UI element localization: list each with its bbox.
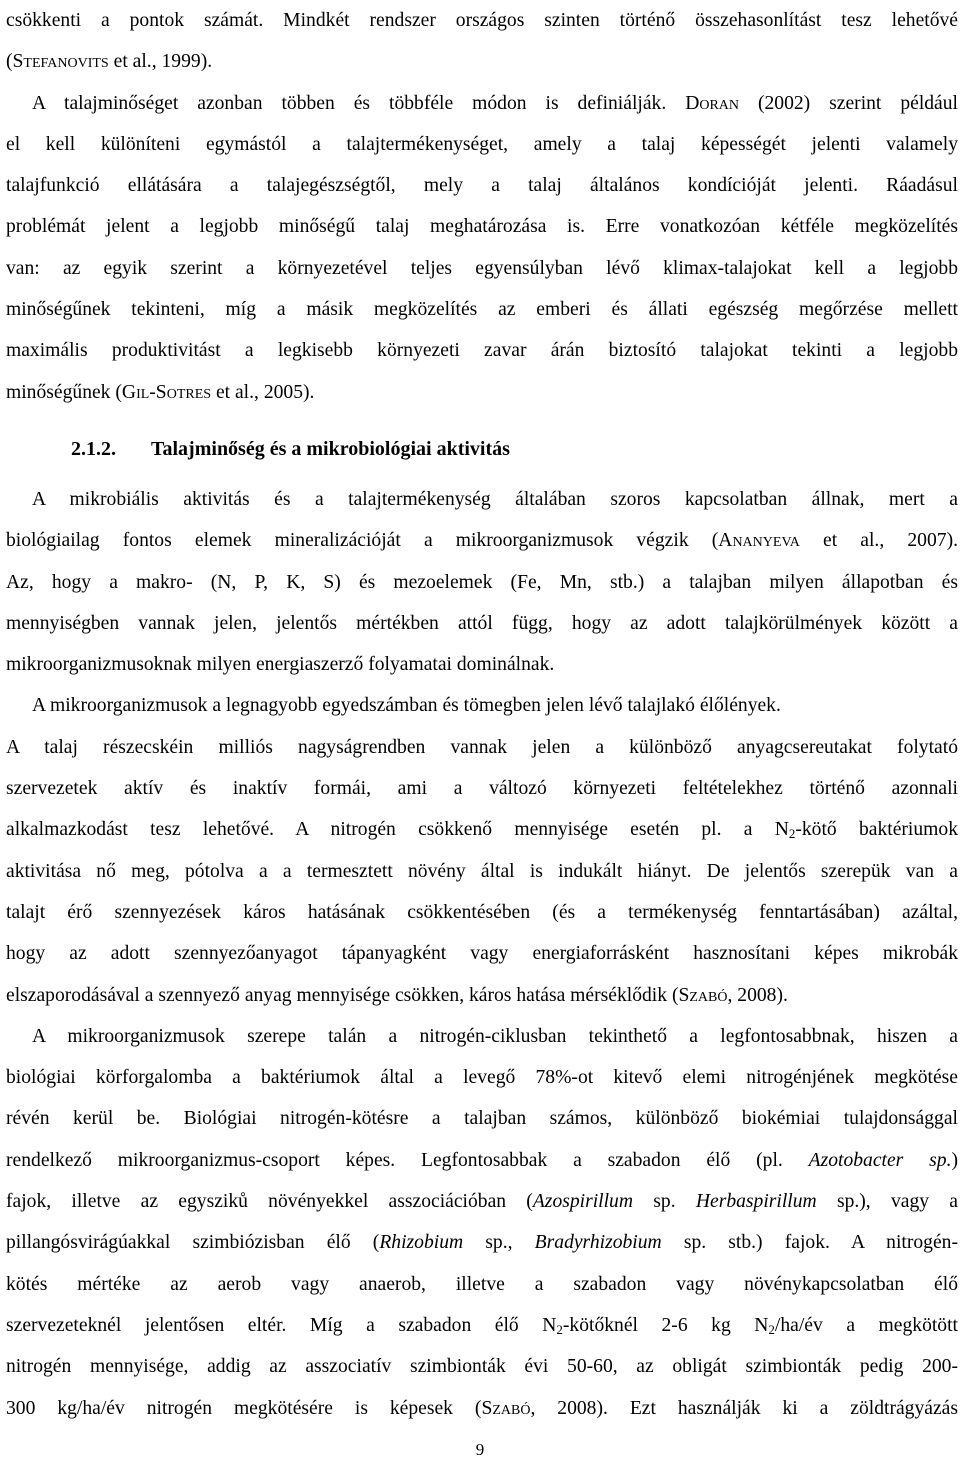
text-line: A mikroorganizmusok szerepe talán a nitrogén-ciklusban tekinthető a legfontosabbnak, hiszen a (32, 1025, 958, 1047)
text-line: talajfunkció ellátására a talajegészségtől, mely a talaj általános kondícióját jelenti. Ráadásul (6, 175, 958, 197)
page-number: 9 (475, 1440, 485, 1459)
text-line: el kell különíteni egymástól a talajtermékenységet, amely a talaj képességét jelenti valamely (6, 133, 958, 155)
text-line: biológiailag fontos elemek mineralizációját a mikroorganizmusok végzik (Ananyeva et al., 2007). (6, 530, 958, 552)
text-line: kötés mértéke az aerob vagy anaerob, illetve a szabadon vagy növénykapcsolatban élő (6, 1273, 958, 1295)
text-line: fajok, illetve az egysziků növényekkel asszociációban (Azospirillum sp. Herbaspirillum sp.), vagy a (6, 1191, 958, 1213)
species-name: Azospirillum (532, 1191, 634, 1213)
author-name: Szabó (678, 984, 728, 1006)
text-line: mennyiségben vannak jelen, jelentős mértékben attól függ, hogy az adott talajkörülmények között a (6, 612, 958, 634)
text-line: pillangósvirágúakkal szimbiózisban élő (Rhizobium sp., Bradyrhizobium sp. stb.) fajok. A nitrogén- (6, 1232, 958, 1254)
text-line: elszaporodásával a szennyező anyag mennyisége csökken, káros hatása mérséklődik (Szabó, 2008). (6, 984, 788, 1006)
text-line: talajt érő szennyezések káros hatásának csökkentésében (és a termékenység fenntartásában) azáltal, (6, 901, 958, 923)
text-line: A talajminőséget azonban többen és többféle módon is definiálják. Doran (2002) szerint például (32, 92, 958, 114)
text-line: alkalmazkodást tesz lehetővé. A nitrogén csökkenő mennyisége esetén pl. a $N_2$-kötő baktériumok (6, 819, 958, 842)
text-line: aktivitása nő meg, pótolva a a termesztett növény által is indukált hiányt. De jelentős szerepük van a (6, 860, 958, 882)
text-line: biológiai körforgalomba a baktériumok által a levegő 78%-ot kitevő elemi nitrogénjének megkötése (6, 1067, 958, 1089)
text-line: van: az egyik szerint a környezetével teljes egyensúlyban lévő klimax-talajokat kell a legjobb (6, 257, 958, 279)
text-line: maximális produktivitást a legkisebb környezeti zavar árán biztosító talajokat tekinti a legjobb (6, 340, 958, 362)
text-line: csökkenti a pontok számát. Mindkét rendszer országos szinten történő összehasonlítást tesz lehetővé (6, 10, 958, 31)
text-line: minőségűnek (Gil-Sotres et al., 2005). (6, 381, 315, 403)
species-name: Rhizobium (379, 1232, 464, 1254)
text-line: Az, hogy a makro- (N, P, K, S) és mezoelemek (Fe, Mn, stb.) a talajban milyen állapotban és (6, 571, 958, 593)
author-name: Stefanovits (12, 51, 109, 73)
text-line: szervezeteknél jelentősen eltér. Míg a szabadon élő $N_2$-kötőknél 2-6 kg $N_2/ha/év$ a megkötött (6, 1314, 958, 1337)
species-name: Herbaspirillum (695, 1191, 817, 1213)
text-line: révén kerül be. Biológiai nitrogén-kötésre a talajban számos, különböző biokémiai tulajdonsággal (6, 1108, 958, 1130)
author-name: Gil-Sotres (121, 381, 212, 403)
author-name: Szabó (481, 1397, 531, 1419)
author-name: Ananyeva (718, 530, 800, 552)
text-line: mikroorganizmusoknak milyen energiaszerző folyamatai dominálnak. (6, 654, 555, 676)
text-line: A mikrobiális aktivitás és a talajtermékenység általában szoros kapcsolatban állnak, mert a (32, 488, 958, 510)
text-line: nitrogén mennyisége, addig az asszociatív szimbionták évi 50-60, az obligát szimbionták pedig 200- (6, 1356, 958, 1378)
species-name: Bradyrhizobium (534, 1232, 662, 1254)
text-line: minőségűnek tekinteni, míg a másik megközelítés az emberi és állati egészség megőrzése mellett (6, 299, 958, 321)
author-name: Doran (685, 92, 740, 114)
species-name: Azotobacter sp. (808, 1149, 952, 1171)
section-heading (6, 419, 958, 479)
text-line: A mikroorganizmusok a legnagyobb egyedszámban és tömegben jelen lévő talajlakó élőlények. (32, 695, 781, 717)
section-number: 2.1.2. (71, 437, 116, 460)
section-title: Talajminőség és a mikrobiológiai aktivitás (151, 437, 510, 460)
text-line: rendelkező mikroorganizmus-csoport képes. Legfontosabbak a szabadon élő (pl. Azotobacter sp.) (6, 1149, 958, 1171)
text-line: A talaj részecskéin milliós nagyságrendben vannak jelen a különböző anyagcsereutakat folytató (6, 736, 958, 758)
text-line: problémát jelent a legjobb minőségű talaj meghatározása is. Erre vonatkozóan kétféle megközelítés (6, 216, 958, 238)
text-line: hogy az adott szennyezőanyagot tápanyagként vagy energiaforrásként hasznosítani képes mikrobák (6, 943, 958, 965)
document-page (6, 0, 958, 1429)
text-line: szervezetek aktív és inaktív formái, ami a változó környezeti feltételekhez történő azonnali (6, 778, 958, 800)
text-line: (Stefanovits et al., 1999). (6, 51, 213, 73)
text-line: 300 kg/ha/év nitrogén megkötésére is képesek (Szabó, 2008). Ezt használják ki a zöldtrágyázás (6, 1397, 958, 1419)
